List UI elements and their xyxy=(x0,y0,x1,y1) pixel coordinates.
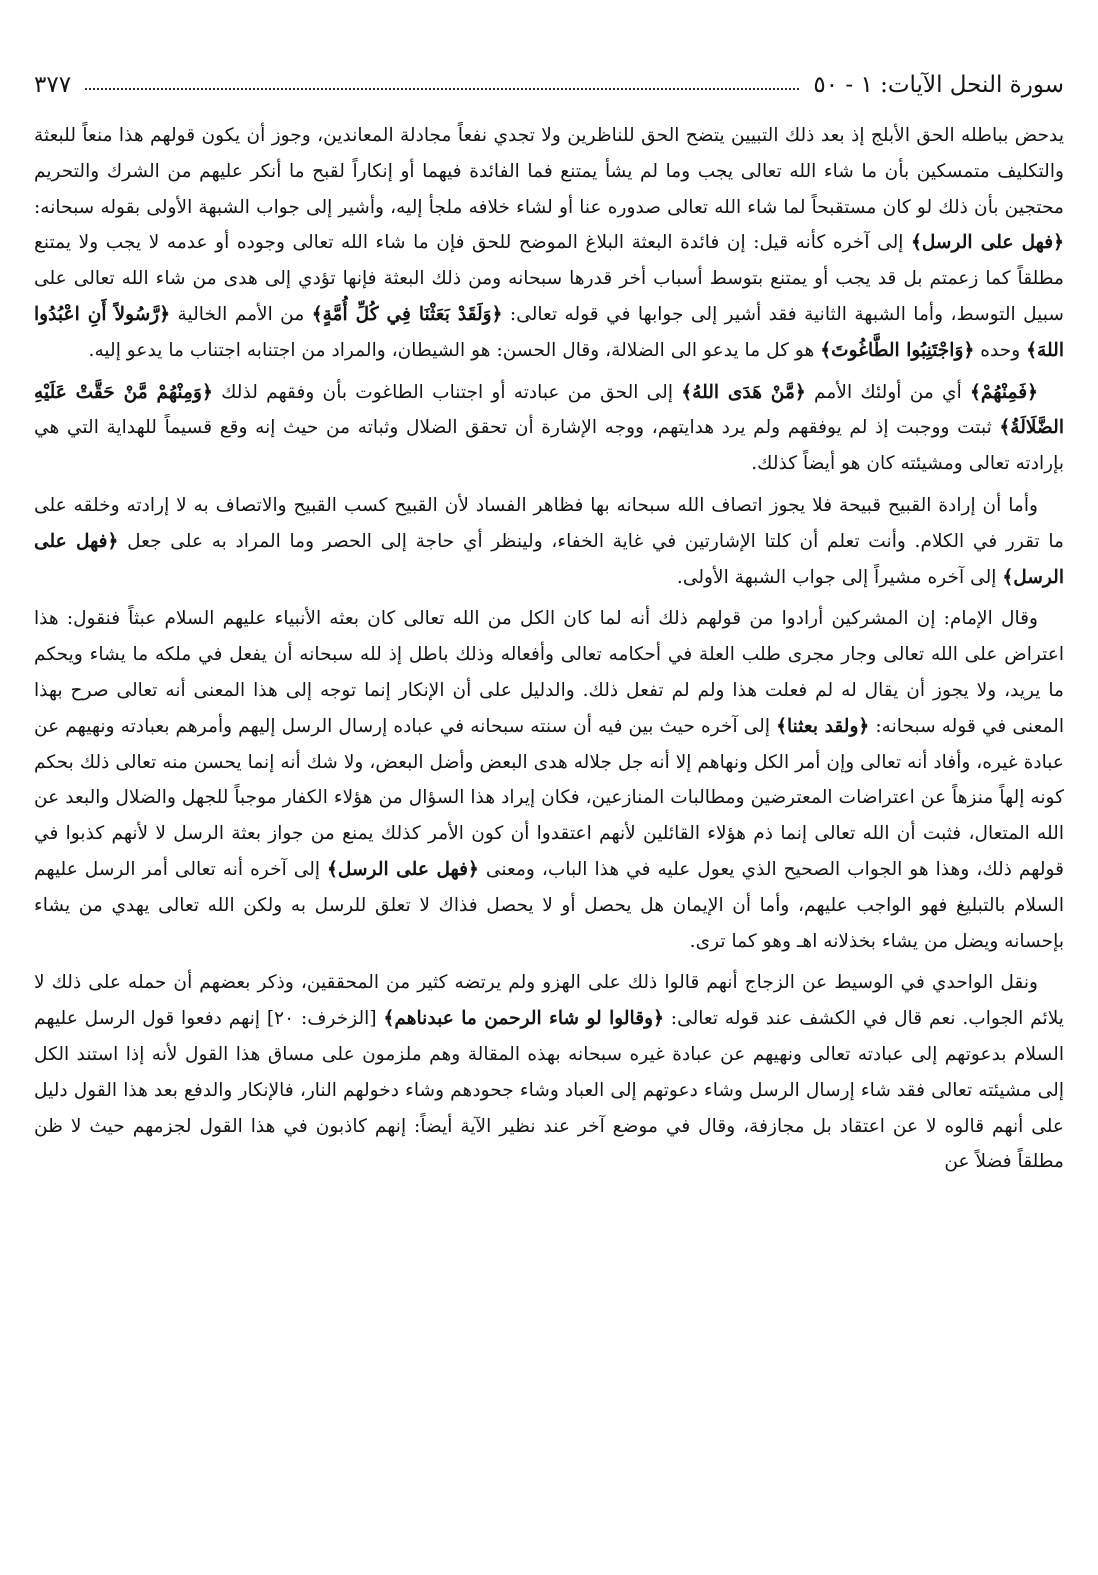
body-text xyxy=(34,118,1064,1180)
text-run: ثبتت ووجبت إذ لم يوفقهم ولم يرد هدايتهم، ووجه الإشارة أن تحقق الضلال وثباته من حيث إنه وقع قسيماً للهداية التي هي بإرادته تعالى ومشيئته كان هو أيضاً كذلك. xyxy=(34,417,1064,475)
paragraph xyxy=(34,488,1064,595)
text-run: من الأمم الخالية xyxy=(170,303,312,325)
text-run: إلى الحق من عبادته أو اجتناب الطاغوت بأن وفقهم لذلك xyxy=(212,381,682,403)
quran-quote: ﴿فهل على الرسل﴾ xyxy=(910,232,1065,254)
text-run: هو كل ما يدعو الى الضلالة، وقال الحسن: هو الشيطان، والمراد من اجتنابه اجتناب ما يدعو إليه. xyxy=(88,339,821,361)
surah-title: سورة النحل الآيات: ١ - ٥٠ xyxy=(813,72,1064,98)
quran-quote: ﴿رَّسُولاً أَنِ اعْبُدُوا اللهَ﴾ xyxy=(34,303,1064,361)
quran-quote: ﴿وقالوا لو شاء الرحمن ما عبدناهم﴾ xyxy=(383,1008,664,1030)
text-run: ونقل الواحدي في الوسيط عن الزجاج أنهم قالوا ذلك على الهزو ولم يرتضه كثير من المحققين، وذكر بعضهم أن حمله على ذلك لا يلائم الجواب. نعم قال في الكشف عند قوله تعالى: xyxy=(34,972,1064,1030)
text-run: وقال الإمام: إن المشركين أرادوا من قولهم ذلك أنه لما كان الكل من الله تعالى كان بعثه الأنبياء عليهم السلام عبثاً فنقول: هذا اعتراض على الله تعالى وجار مجرى طلب العلة في أحكامه تعالى وأفعاله وذلك باطل إذ لله سبحانه أن يفعل في ملكه ما يشاء ويحكم ما يريد، ولا يجوز أن يقال له لم فعلت هذا ولم لم تفعل ذلك. والدليل على أن الإنكار إنما توجه إلى هذا المعنى أنه تعالى صرح بهذا المعنى في قوله سبحانه: xyxy=(34,608,1064,737)
text-run: أي من أولئك الأمم xyxy=(805,381,970,403)
text-run: إلى آخره حيث بين فيه أن سنته سبحانه في عباده إرسال الرسل إليهم وأمرهم بعبادته ونهيهم عن عبادة غيره، وأفاد أنه تعالى وإن أمر الكل ونهاهم إلا أنه جل جلاله هدى البعض وأضل البعض، ولا شك أنه إنما يحسن منه تعالى ذلك بحكم كونه إلهاً منزهاً عن اعتراضات المعترضين ومطالبات المنازعين، فكان إيراد هذا السؤال من هؤلاء الكفار موجباً للجهل والضلال والبعد عن الله المتعال، فثبت أن الله تعالى إنما ذم هؤلاء القائلين لأنهم اعتقدوا أن كون الأمر كذلك يمنع من جواز بعثة الرسل لا لأنهم كذبوا في قولهم ذلك، وهذا هو الجواب الصحيح الذي يعول عليه في هذا الباب، ومعنى xyxy=(34,715,1065,880)
quran-quote: ﴿فَمِنْهُمْ﴾ xyxy=(970,381,1038,403)
paragraph xyxy=(34,965,1064,1180)
text-run: يدحض بباطله الحق الأبلج إذ بعد ذلك التبيين يتضح الحق للناظرين ولا تجدي نفعاً مجادلة المعاندين، وجوز أن يكون قولهم هذا منعاً للبعثة والتكليف متمسكين بأن ما شاء الله تعالى يجب وما لم يشأ يمتنع فما الفائدة فيهما أو إنكاراً لقبح ما أنكر عليهم من الشرك والتحريم محتجين بأن ذلك لو كان مستقبحاً لما شاء الله تعالى صدوره عنا أو لشاء خلافه ملجأ إليه، وأشير إلى جواب الشبهة الأولى بقوله سبحانه: xyxy=(34,125,1064,218)
quran-quote: ﴿فهل على الرسل﴾ xyxy=(34,530,1064,588)
paragraph xyxy=(34,118,1064,369)
quran-quote: ﴿فهل على الرسل﴾ xyxy=(327,858,479,880)
paragraph xyxy=(34,601,1064,959)
paragraph xyxy=(34,375,1064,482)
text-run: إلى آخره كأنه قيل: إن فائدة البعثة البلاغ الموضح للحق فإن ما شاء الله تعالى وجوده أو عدمه لا يجب ولا يمتنع مطلقاً كما زعمتم بل قد يجب أو يمتنع بتوسط أسباب أخر قدرها سبحانه ومن ذلك البعثة فإنها تؤدي إلى هدى من شاء الله تعالى على سبيل التوسط، وأما الشبهة الثانية فقد أشير إلى جوابها في قوله تعالى: xyxy=(34,232,1064,325)
text-run: وحده xyxy=(974,339,1027,361)
quran-quote: ﴿ولقد بعثنا﴾ xyxy=(776,715,870,737)
leader-dots xyxy=(85,87,799,90)
quran-quote: ﴿وَاجْتَنِبُوا الطَّاغُوتَ﴾ xyxy=(820,339,975,361)
text-run: [الزخرف: ٢٠] إنهم دفعوا قول الرسل عليهم السلام بدعوتهم إلى عبادته تعالى ونهيهم عن عبادة غيره سبحانه بهذه المقالة وهم ملزمون على مساق هذا القول لأنه إذا استند الكل إلى مشيئته تعالى فقد شاء إرسال الرسل وشاء دعوتهم إلى العباد وشاء جحودهم وشاء دخولهم النار، فالإنكار والدفع بعد هذا القول دليل على أنهم قالوه لا عن اعتقاد بل مجازفة، وقال في موضع آخر عند نظير الآية أيضاً: إنهم كاذبون في هذا القول لجزمهم حيث لا ظن مطلقاً فضلاً عن xyxy=(34,1008,1064,1173)
quran-quote: ﴿وَمِنْهُمْ مَّنْ حَقَّتْ عَلَيْهِ الضَّلَالَةُ﴾ xyxy=(34,381,1064,439)
running-header xyxy=(34,54,1064,98)
text-run: وأما أن إرادة القبيح قبيحة فلا يجوز اتصاف الله سبحانه بها فظاهر الفساد لأن القبيح كسب القبيح والاتصاف به لا إرادته وخلقه على ما تقرر في الكلام. وأنت تعلم أن كلتا الإشارتين في غاية الخفاء، ولينظر أي حاجة إلى الحصر وما المراد به على جعل xyxy=(34,494,1064,552)
book-page xyxy=(34,54,1064,1554)
text-run: إلى آخره مشيراً إلى جواب الشبهة الأولى. xyxy=(676,566,1003,588)
quran-quote: ﴿وَلَقَدْ بَعَثْنَا فِي كُلِّ أُمَّةٍ﴾ xyxy=(311,303,503,325)
page-number: ٣٧٧ xyxy=(34,72,72,98)
text-run: إلى آخره أنه تعالى أمر الرسل عليهم السلام بالتبليغ فهو الواجب عليهم، وأما أن الإيمان هل يحصل أو لا يحصل فذاك لا تعلق للرسل به ولكن الله تعالى يهدي من يشاء بإحسانه ويضل من يشاء بخذلانه اهـ وهو كما ترى. xyxy=(34,858,1064,952)
quran-quote: ﴿مَّنْ هَدَى اللهُ﴾ xyxy=(681,381,806,403)
